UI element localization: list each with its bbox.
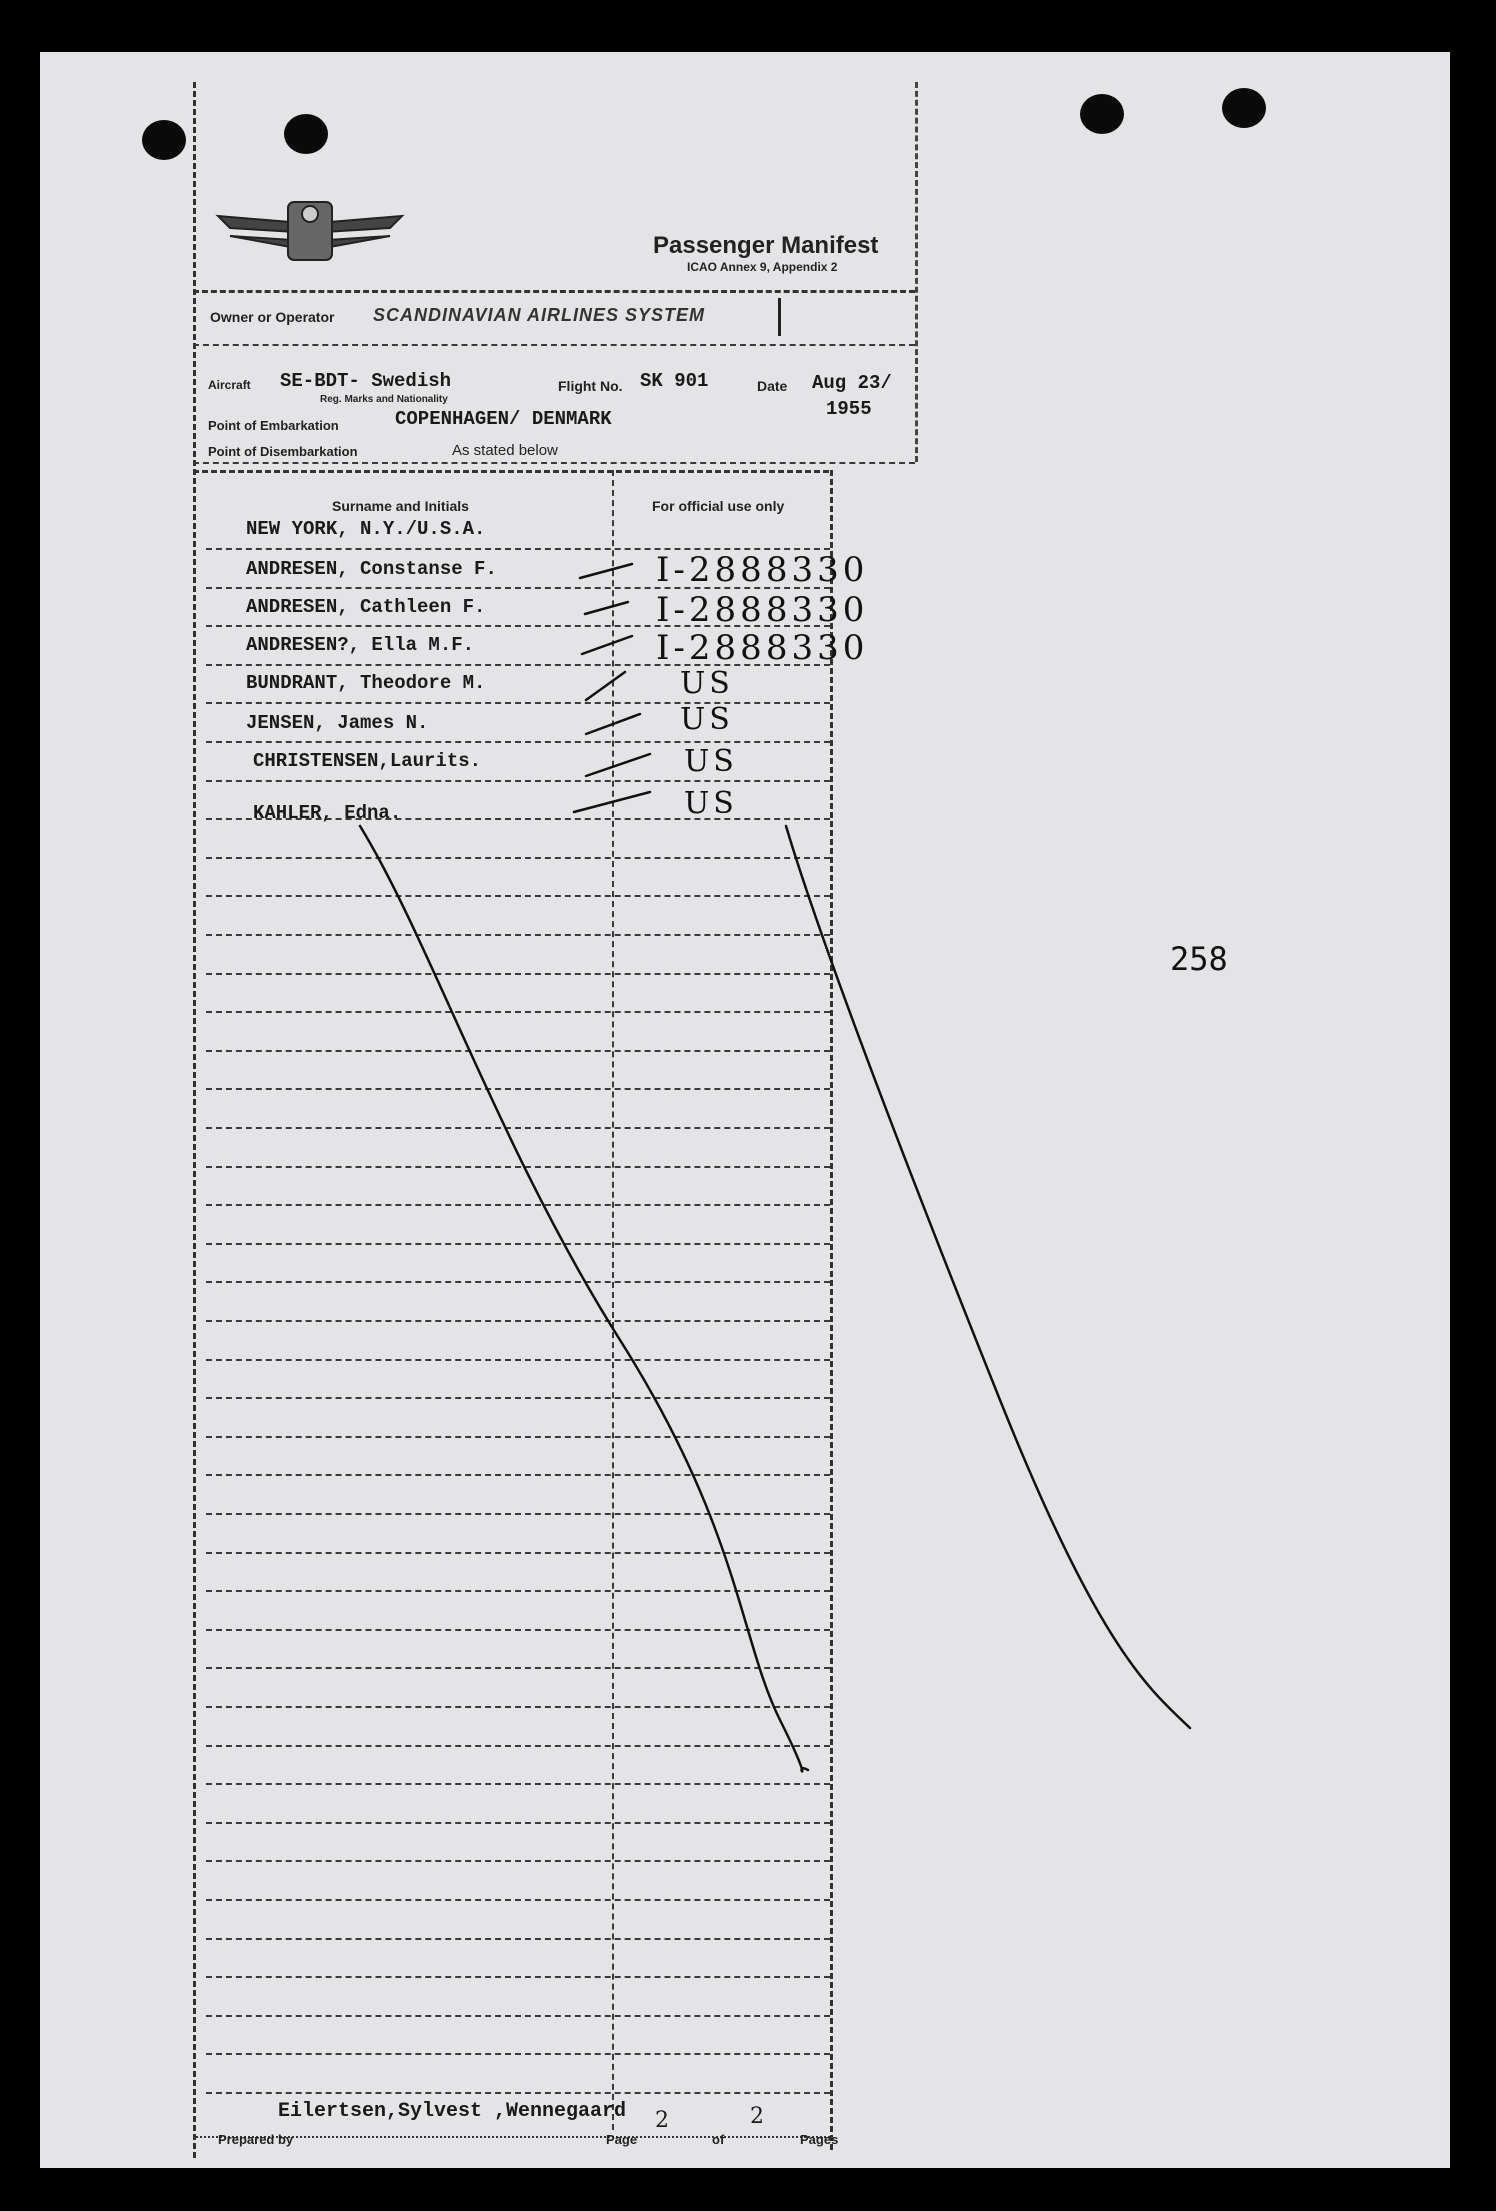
prepared-by-label: Prepared by	[218, 2132, 294, 2147]
owner-value: SCANDINAVIAN AIRLINES SYSTEM	[373, 305, 706, 325]
flight-label: Flight No.	[558, 378, 623, 394]
embark-value: COPENHAGEN/ DENMARK	[395, 408, 612, 430]
page-value: 2	[655, 2108, 669, 2133]
page-label: Page	[606, 2132, 638, 2147]
official-entry: US	[680, 666, 734, 701]
embark-label: Point of Embarkation	[208, 418, 339, 433]
aircraft-value: SE-BDT- Swedish	[280, 370, 452, 392]
passenger-name: JENSEN, James N.	[246, 712, 429, 734]
passenger-name: ANDRESEN?, Ella M.F.	[246, 634, 475, 656]
passenger-name: ANDRESEN, Cathleen F.	[246, 596, 486, 618]
reg-note: Reg. Marks and Nationality	[320, 394, 448, 405]
form-subtitle: ICAO Annex 9, Appendix 2	[687, 260, 838, 274]
pages-label: Pages	[800, 2132, 839, 2147]
official-entry: US	[684, 744, 738, 779]
owner-label: Owner or Operator	[210, 309, 335, 325]
disembark-value: As stated below	[452, 442, 558, 459]
official-entry: I-2888330	[656, 628, 869, 668]
passenger-name: BUNDRANT, Theodore M.	[246, 672, 486, 694]
disembark-label: Point of Disembarkation	[208, 444, 358, 459]
passenger-name: KAHLER, Edna.	[253, 802, 402, 824]
passenger-name: CHRISTENSEN,Laurits.	[253, 750, 482, 772]
official-entry: US	[684, 786, 738, 821]
official-entry: I-2888330	[656, 590, 869, 630]
date-label: Date	[757, 378, 788, 394]
of-label: of	[712, 2132, 725, 2147]
destination-row: NEW YORK, N.Y./U.S.A.	[246, 518, 486, 540]
page-total-value: 2	[750, 2104, 764, 2129]
date-value: Aug 23/	[812, 372, 892, 394]
form-title: Passenger Manifest	[653, 232, 879, 259]
col-official-header: For official use only	[652, 498, 785, 514]
date-year: 1955	[826, 398, 872, 420]
aircraft-label: Aircraft	[208, 378, 251, 392]
col-name-header: Surname and Initials	[332, 498, 469, 514]
passenger-name: ANDRESEN, Constanse F.	[246, 558, 497, 580]
flight-value: SK 901	[640, 370, 709, 392]
archive-number: 258	[1170, 940, 1228, 978]
prepared-by-value: Eilertsen,Sylvest ,Wennegaard	[278, 2100, 627, 2123]
official-entry: I-2888330	[656, 550, 869, 590]
official-entry: US	[680, 702, 734, 737]
